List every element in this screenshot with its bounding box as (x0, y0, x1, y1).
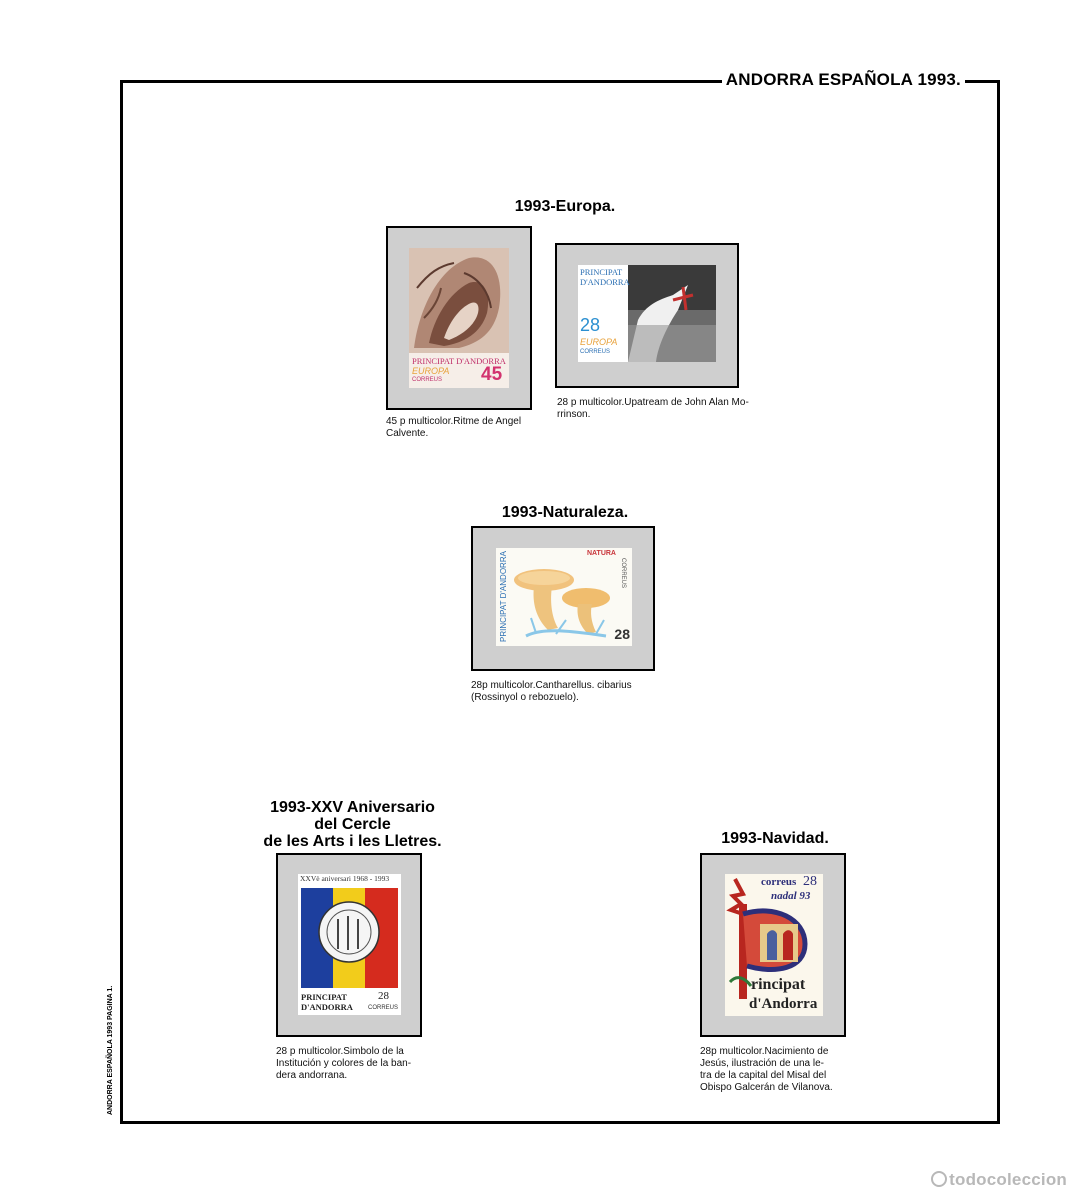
caption-aniversario (276, 1046, 411, 1082)
watermark-logo-icon (931, 1171, 947, 1187)
section-title-aniversario (245, 799, 460, 850)
caption-line: 28p multicolor.Nacimiento de (700, 1046, 829, 1057)
caption-line: Obispo Galcerán de Vilanova. (700, 1082, 833, 1093)
stamp-europa-45 (409, 248, 509, 388)
caption-line: Calvente. (386, 428, 429, 439)
caption-line: dera andorrana. (276, 1070, 348, 1081)
caption-naturaleza (471, 680, 632, 704)
stamp-text-andorra: D'ANDORRA (580, 277, 630, 287)
stamp-text-correus: correus (761, 876, 797, 888)
side-page-label: ANDORRA ESPAÑOLA 1993 PAGINA 1. (107, 985, 114, 1115)
stamp-text-nadal: nadal 93 (771, 890, 811, 902)
stamp-text-anniversary: XXVè aniversari 1968 - 1993 (300, 874, 390, 883)
stamp-value: 28 (803, 874, 817, 889)
stamp-artwork-mushroom (496, 548, 632, 646)
stamp-text-correus: CORREUS (368, 1005, 399, 1011)
stamp-text-principat: PRINCIPAT D'ANDORRA (498, 551, 508, 642)
stamp-text-correus: CORREUS (619, 557, 626, 589)
stamp-value: 28 (580, 315, 601, 335)
stamp-europa-28 (578, 265, 716, 362)
stamp-value: 28 (614, 626, 630, 642)
section-title-line: del Cercle (314, 816, 391, 833)
caption-line: 28 p multicolor.Simbolo de la (276, 1046, 404, 1057)
caption-line: (Rossinyol o rebozuelo). (471, 692, 579, 703)
stamp-text-correus: CORREUS (412, 377, 443, 383)
stamp-navidad (725, 874, 823, 1016)
caption-line: 28 p multicolor.Upatream de John Alan Mo- (557, 397, 749, 408)
caption-line: rrinson. (557, 409, 591, 420)
section-title-europa: 1993-Europa. (514, 198, 616, 215)
caption-line: tra de la capital del Misal del (700, 1070, 827, 1081)
stamp-text-rincipat: rincipat (751, 976, 806, 993)
stamp-text-andorra: d'Andorra (749, 996, 818, 1012)
watermark-text: todocoleccion (949, 1170, 1067, 1189)
caption-europa-28 (557, 397, 749, 421)
stamp-text-correus: CORREUS (580, 349, 611, 355)
stamp-text-andorra: D'ANDORRA (301, 1002, 353, 1012)
stamp-text-europa: EUROPA (412, 366, 450, 376)
stamp-value: 45 (481, 364, 503, 385)
caption-europa-45 (386, 416, 521, 440)
stamp-text-natura: NATURA (586, 550, 616, 557)
stamp-text-principat: PRINCIPAT (301, 992, 347, 1002)
caption-line: Jesús, ilustración de una le- (700, 1058, 824, 1069)
caption-line: Institución y colores de la ban- (276, 1058, 412, 1069)
stamp-value: 28 (378, 990, 389, 1002)
stamp-naturaleza (496, 548, 632, 646)
stamp-text-principat: PRINCIPAT (580, 267, 623, 277)
page-title: ANDORRA ESPAÑOLA 1993. (722, 69, 965, 91)
section-title-line: 1993-XXV Aniversario (270, 799, 435, 816)
stamp-text-principat: PRINCIPAT D'ANDORRA (412, 356, 506, 366)
caption-line: 28p multicolor.Cantharellus. cibarius (471, 680, 632, 691)
watermark-todocoleccion (931, 1170, 1067, 1190)
caption-navidad (700, 1046, 833, 1094)
stamp-aniversario (298, 874, 401, 1015)
section-title-line: de les Arts i les Lletres. (263, 833, 442, 850)
section-title-navidad: 1993-Navidad. (721, 830, 829, 847)
caption-line: 45 p multicolor.Ritme de Angel (386, 416, 522, 427)
section-title-naturaleza: 1993-Naturaleza. (501, 504, 629, 521)
stamp-text-europa: EUROPA (580, 337, 618, 347)
